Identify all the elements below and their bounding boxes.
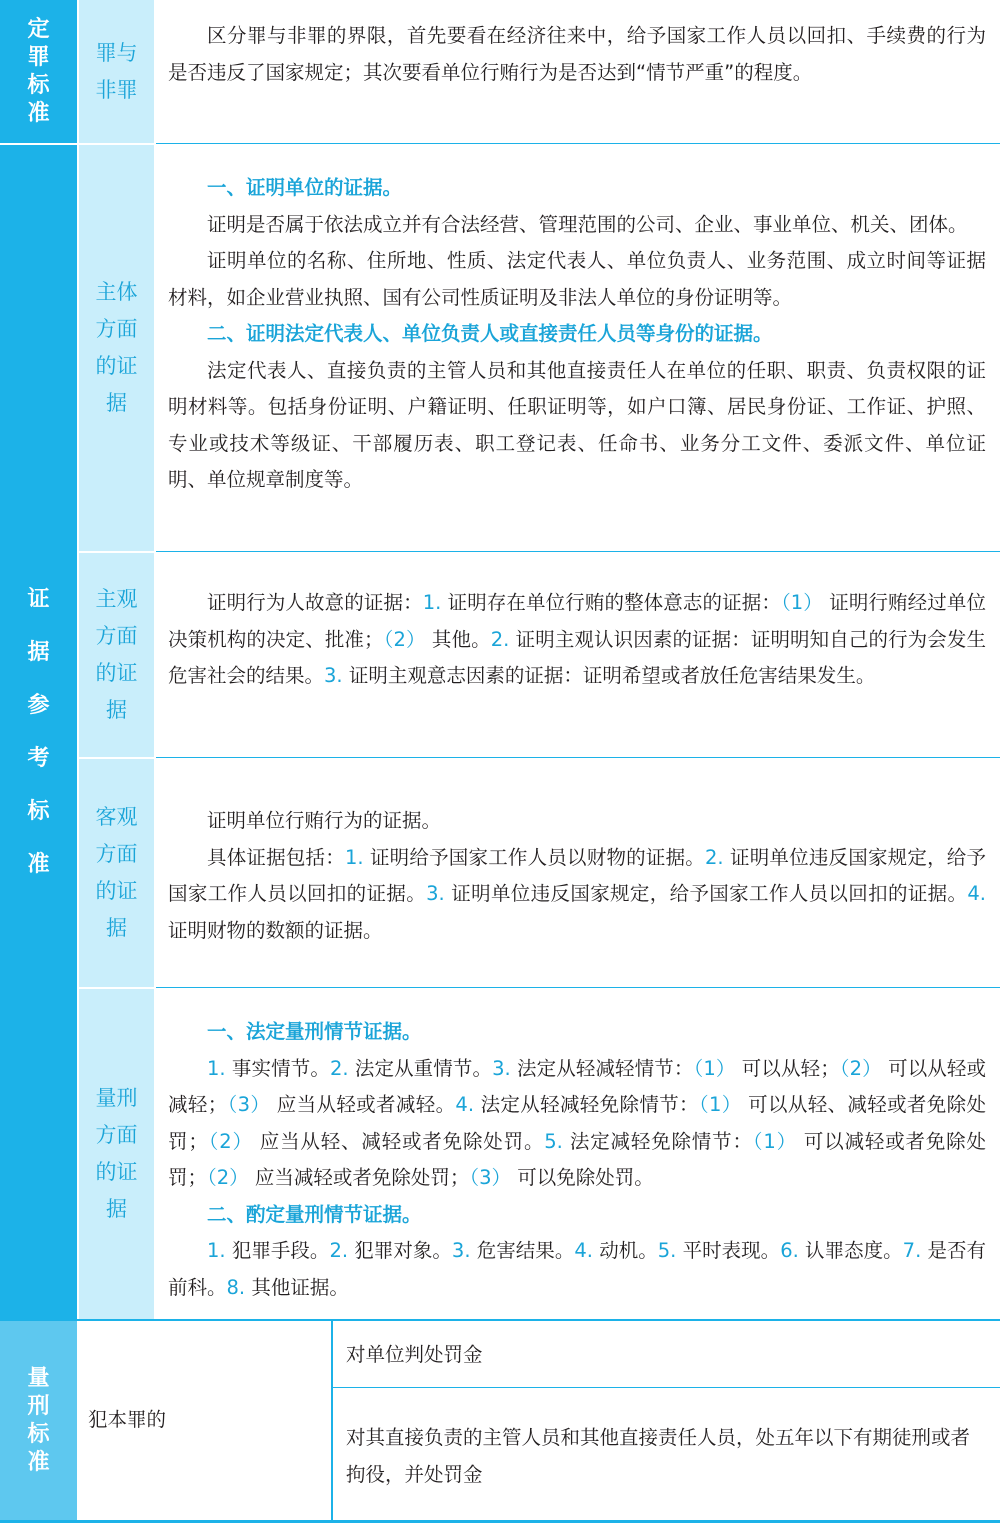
divider — [156, 987, 1000, 988]
section-label-evidence: 证据参考标准 — [0, 145, 77, 1319]
divider — [156, 757, 1000, 758]
divider — [156, 143, 1000, 144]
section-label-sentencing-standard: 量刑标准 — [0, 1321, 77, 1520]
sub-label-crime-vs-noncrime: 罪与非罪 — [79, 0, 154, 143]
sub-label-subject: 主体方面的证据 — [79, 145, 154, 551]
divider — [333, 1387, 1000, 1388]
conviction-text: 区分罪与非罪的界限，首先要看在经济往来中，给予国家工作人员以回扣、手续费的行为是否违反了国家规定；其次要看单位行贿行为是否达到“情节严重”的程度。 — [168, 24, 986, 84]
sub-label-objective: 客观方面的证据 — [79, 759, 154, 987]
sub-label-sentencing-evidence: 量刑方面的证据 — [79, 989, 154, 1319]
bottom-border — [0, 1520, 1000, 1523]
objective-evidence-text: 证明单位行贿行为的证据。 具体证据包括：1. 证明给予国家工作人员以财物的证据。2. 证明单位违反国家规定，给予国家工作人员以回扣的证据。3. 证明单位违反国家规定，给予国家工作人员以回扣的证据。4. 证明财物的数额的证据。 — [168, 809, 986, 942]
section-label-conviction: 定罪标准 — [0, 0, 77, 143]
sub-label-subjective: 主观方面的证据 — [79, 553, 154, 757]
penalty-person-text: 对其直接负责的主管人员和其他直接责任人员，处五年以下有期徒刑或者拘役，并处罚金 — [346, 1426, 971, 1486]
sentencing-evidence-text: 一、法定量刑情节证据。 1. 事实情节。2. 法定从重情节。3. 法定从轻减轻情节：（1） 可以从轻；（2） 可以从轻或减轻；（3） 应当从轻或者减轻。4. 法定从轻减轻免除情节：（1） 可以从轻、减轻或者免除处罚；（2） 应当从轻、减轻或者免除处罚。5. 法定减轻免除情节：（1） 可以减轻或者免除处罚；（2） 应当减轻或者免除处罚；（3） 可以免除处罚。 二、酌定量刑情节证据。 1. 犯罪手段。2. 犯罪对象。3. 危害结果。4. 动机。5. 平时表现。6. 认罪态度。7. 是否有前科。8. 其他证据。 — [168, 1020, 987, 1299]
divider — [156, 551, 1000, 552]
subject-evidence-text: 一、证明单位的证据。 证明是否属于依法成立并有合法经营、管理范围的公司、企业、事业单位、机关、团体。 证明单位的名称、住所地、性质、法定代表人、单位负责人、业务范围、成立时间等证据材料，如企业营业执照、国有公司性质证明及非法人单位的身份证明等。 二、证明法定代表人、单位负责人或直接责任人员等身份的证据。 法定代表人、直接负责的主管人员和其他直接责任人在单位的任职、职责、负责权限的证明材料等。包括身份证明、户籍证明、任职证明等，如户口簿、居民身份证、工作证、护照、专业或技术等级证、干部履历表、职工登记表、任命书、业务分工文件、委派文件、单位证明、单位规章制度等。 — [168, 176, 986, 491]
subjective-evidence-text: 证明行为人故意的证据：1. 证明存在单位行贿的整体意志的证据：（1） 证明行贿经过单位决策机构的决定、批准；（2） 其他。2. 证明主观认识因素的证据：证明明知自己的行为会发生危害社会的结果。3. 证明主观意志因素的证据：证明希望或者放任危害结果发生。 — [168, 591, 986, 687]
penalty-unit-text: 对单位判处罚金 — [346, 1343, 483, 1366]
condition-text: 犯本罪的 — [88, 1408, 167, 1431]
